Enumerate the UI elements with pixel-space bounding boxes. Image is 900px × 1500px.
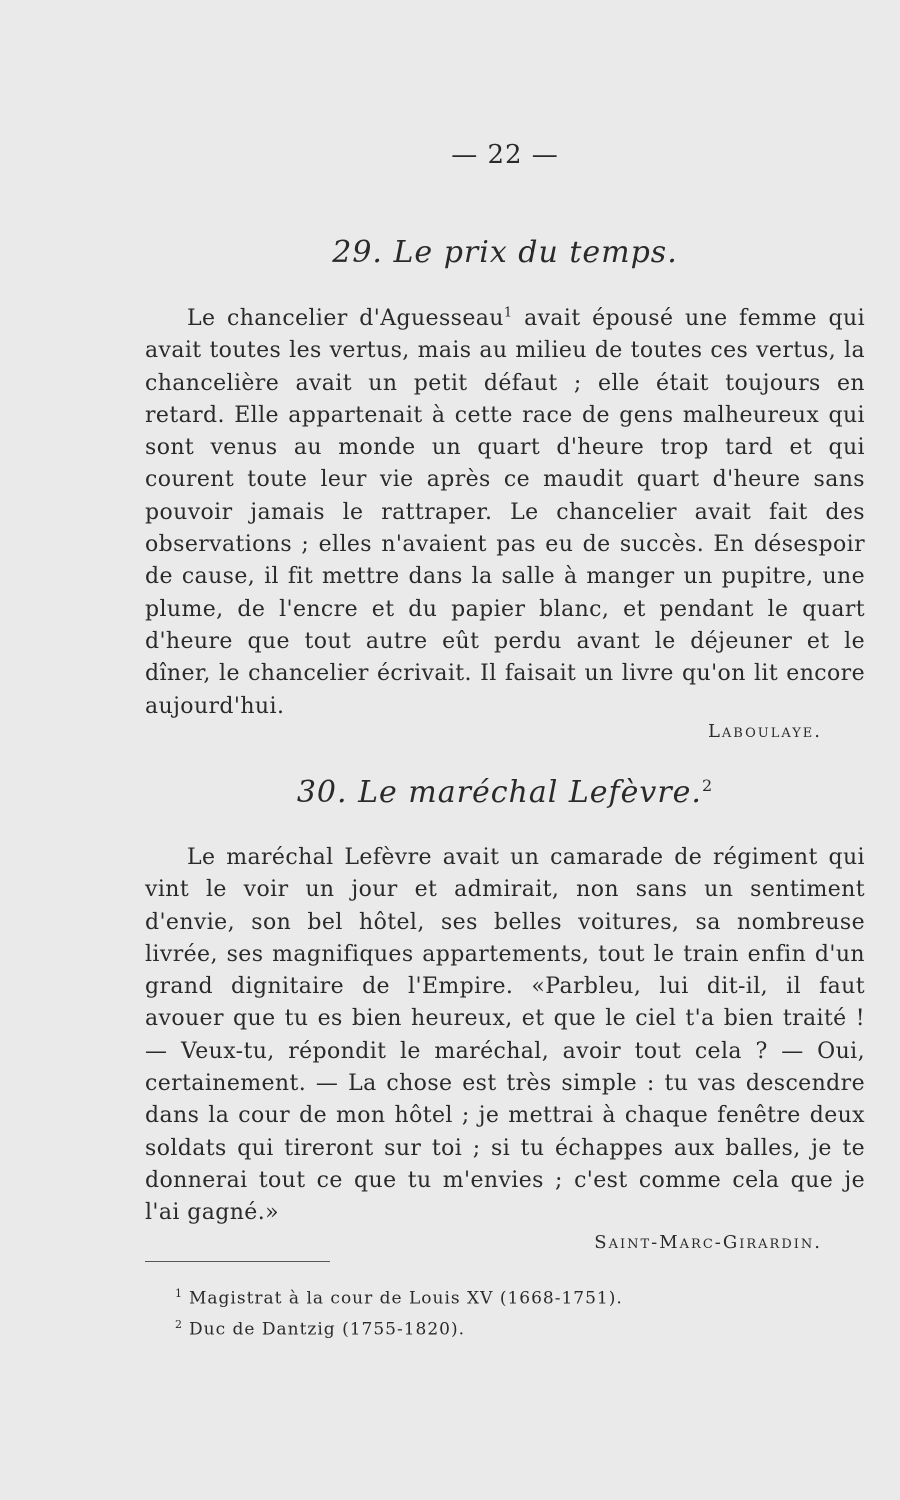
footnote-divider [145,1261,330,1262]
author-attribution-30: Saint-Marc-Girardin. [594,1232,822,1253]
page-number: — 22 — [451,140,559,170]
section-title-30 [145,775,865,810]
section-title-30-text: 30. Le maréchal Lefèvre. [296,775,702,810]
footnote-marker: 2 [175,1317,183,1331]
footnote-2 [175,1312,825,1343]
section-paragraph-30: Le maréchal Lefèvre avait un camarade de régiment qui vint le voir un jour et admirait, non sans un sentiment d'envie, son bel hôtel, ses belles voitures, sa nombreuse livrée, ses magnifiques appartements, tout le train enfin d'un grand dignitaire de l'Empire. «Parbleu, lui dit-il, il faut avouer que tu es bien heureux, et que le ciel t'a bien traité ! — Veux-tu, répondit le maréchal, avoir tout cela ? — Oui, certainement. — La chose est très simple : tu vas descendre dans la cour de mon hôtel ; je mettrai à chaque fenêtre deux soldats qui tireront sur toi ; si tu échappes aux balles, je te donnerai tout ce que tu m'envies ; c'est comme cela que je l'ai gagné.» [145,845,865,1226]
section-paragraph-29 [145,303,865,723]
footnote-ref-2[interactable]: 2 [701,776,714,795]
footnote-1 [175,1281,825,1312]
footnotes [175,1281,825,1342]
footnote-marker: 1 [175,1287,183,1300]
paragraph-text-rest: avait épousé une femme qui avait toutes les vertus, mais au milieu de toutes ces vertus, la chancelière avait un petit défaut ; elle était toujours en retard. Elle appartenait à cette race de gens malheureux qui sont venus au monde un quart d'heure trop tard et qui courent toute leur vie après ce maudit quart d'heure sans pouvoir jamais le rattraper. Le chancelier avait fait des observations ; elles n'avaient pas eu de succès. En désespoir de cause, il fit mettre dans la salle à manger un pupitre, une plume, de l'encre et du papier blanc, et pendant le quart d'heure que tout autre eût perdu avant le déjeuner et le dîner, le chancelier écrivait. Il faisait un livre qu'on lit encore aujourd'hui. [145,306,865,719]
footnote-text: Duc de Dantzig (1755-1820). [189,1319,466,1340]
footnote-ref-1[interactable]: 1 [503,305,513,321]
author-attribution-29: Laboulaye. [707,721,822,742]
footnote-text: Magistrat à la cour de Louis XV (1668-1751). [189,1288,623,1309]
paragraph-text-start: Le chancelier d'Aguesseau [187,306,504,331]
section-title-29: 29. Le prix du temps. [332,235,678,270]
